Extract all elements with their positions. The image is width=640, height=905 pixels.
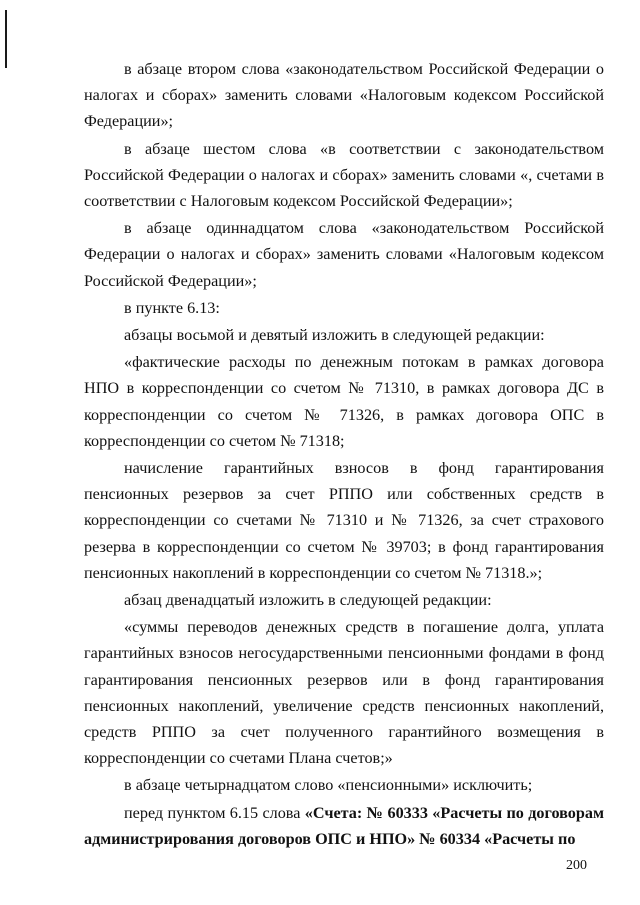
page-number: 200 <box>566 858 587 873</box>
paragraph-11-intro: перед пунктом 6.15 слова <box>124 803 305 822</box>
paragraph-6: «фактические расходы по денежным потокам в рамках договора НПО в корреспонденции со счетом № 71310, в рамках договора ДС в корреспонденции со счетом № 71326, в рамках договора ОПС в корреспонденции со счетом № 71318; <box>84 353 604 450</box>
paragraph-11 <box>84 800 604 852</box>
paragraph-11-bold-text: «Счета: № 60333 «Расчеты по договорам администрирования договоров ОПС и НПО» № 60334 «Расчеты по <box>84 803 604 848</box>
scan-edge-mark <box>5 10 7 68</box>
paragraph-7: начисление гарантийных взносов в фонд гарантирования пенсионных резервов за счет РППО или собственных средств в корреспонденции со счетами № 71310 и № 71326, за счет страхового резерва в корреспонденции со счетом № 39703; в фонд гарантирования пенсионных накоплений в корреспонденции со счетом № 71318.»; <box>84 459 604 582</box>
paragraph-3: в абзаце одиннадцатом слова «законодательством Российской Федерации о налогах и сборах» заменить словами «Налоговым кодексом Российской Федерации»; <box>84 219 604 290</box>
paragraph-4: в пункте 6.13: <box>124 298 220 317</box>
paragraph-9: «суммы переводов денежных средств в погашение долга, уплата гарантийных взносов негосударственными пенсионными фондами в фонд гарантирования пенсионных резервов или в фонд гарантирования пенсионных накоплений, увеличение средств пенсионных накоплений, средств РППО за счет полученного гарантийного возмещения в корреспонденции со счетами Плана счетов;» <box>84 618 604 768</box>
paragraph-5: абзацы восьмой и девятый изложить в следующей редакции: <box>124 326 545 345</box>
document-body <box>84 56 604 852</box>
paragraph-10: в абзаце четырнадцатом слово «пенсионными» исключить; <box>124 776 533 795</box>
paragraph-1: в абзаце втором слова «законодательством Российской Федерации о налогах и сборах» заменить словами «Налоговым кодексом Российской Федерации»; <box>84 60 604 131</box>
paragraph-2: в абзаце шестом слова «в соответствии с законодательством Российской Федерации о налогах и сборах» заменить словами «, счетами в соответствии с Налоговым кодексом Российской Федерации»; <box>84 139 604 211</box>
paragraph-8: абзац двенадцатый изложить в следующей редакции: <box>124 591 492 610</box>
